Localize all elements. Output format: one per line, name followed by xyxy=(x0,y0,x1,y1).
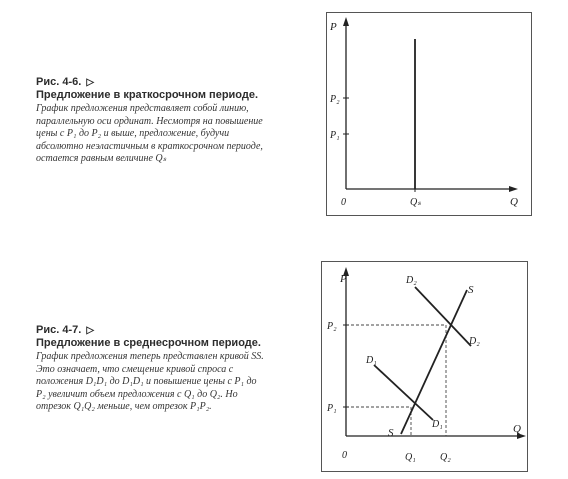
supply-label-bottom: S xyxy=(388,427,394,439)
demand-curve-d2 xyxy=(415,287,471,346)
d2-label-top: D₂ xyxy=(406,275,417,286)
y-axis-label: P xyxy=(340,273,347,285)
demand-curve-d1 xyxy=(374,365,433,420)
figure-4-6-description: График предложения представляет собой линию, параллельную оси ординат. Несмотря на повышение цены с P₁ до P₂ и выше, предложение, будучи абсолютно неэластичным в краткосрочном периоде, остается равным величине Qₛ xyxy=(36,103,263,164)
supply-curve-ss xyxy=(401,290,467,434)
y-axis-label: P xyxy=(330,21,337,33)
d1-label-top: D₁ xyxy=(366,355,377,366)
p1-label: P₁ xyxy=(330,130,340,141)
figure-4-6-title: Рис. 4-6. xyxy=(36,76,82,88)
figure-4-7-heading: Предложение в среднесрочном периоде. xyxy=(36,337,261,349)
figure-4-6-title-line xyxy=(36,76,266,89)
figure-4-7-caption xyxy=(36,324,266,414)
q1-label: Q₁ xyxy=(405,452,416,463)
q2-label: Q₂ xyxy=(440,452,451,463)
x-axis-label: Q xyxy=(513,423,521,435)
figure-4-7-diagram xyxy=(321,261,528,472)
p1-label: P₁ xyxy=(327,403,337,414)
y-axis-arrow xyxy=(343,17,349,26)
figure-4-6-svg xyxy=(327,13,533,217)
play-triangle-icon: ▷ xyxy=(86,77,95,88)
x-axis-arrow xyxy=(509,186,518,192)
qs-label: Qₛ xyxy=(410,197,421,208)
supply-label-top: S xyxy=(468,284,474,296)
d2-label-bottom: D₂ xyxy=(469,336,480,347)
figure-4-7-title: Рис. 4-7. xyxy=(36,324,82,336)
figure-4-6-diagram xyxy=(326,12,532,216)
play-triangle-icon: ▷ xyxy=(86,325,95,336)
d1-label-bottom: D₁ xyxy=(432,419,443,430)
p2-label: P₂ xyxy=(330,94,340,105)
figure-4-7-title-line xyxy=(36,324,266,337)
x-axis-label: Q xyxy=(510,196,518,208)
figure-4-6-caption xyxy=(36,76,266,166)
origin-label: 0 xyxy=(342,450,347,461)
origin-label: 0 xyxy=(341,197,346,208)
figure-4-7-description: График предложения теперь представлен кривой SS. Это означает, что смещение кривой спроса с положения D₁D₁ до D₁D₁ и повышение цены с P₁ до P₂ увеличит объем предложения с Q₁ до Q₂. Но отрезок Q₁Q₂ меньше, чем отрезок P₁P₂. xyxy=(36,351,264,412)
figure-4-6-heading: Предложение в краткосрочном периоде. xyxy=(36,89,259,101)
figure-4-7-svg xyxy=(322,262,529,473)
p2-label: P₂ xyxy=(327,321,337,332)
